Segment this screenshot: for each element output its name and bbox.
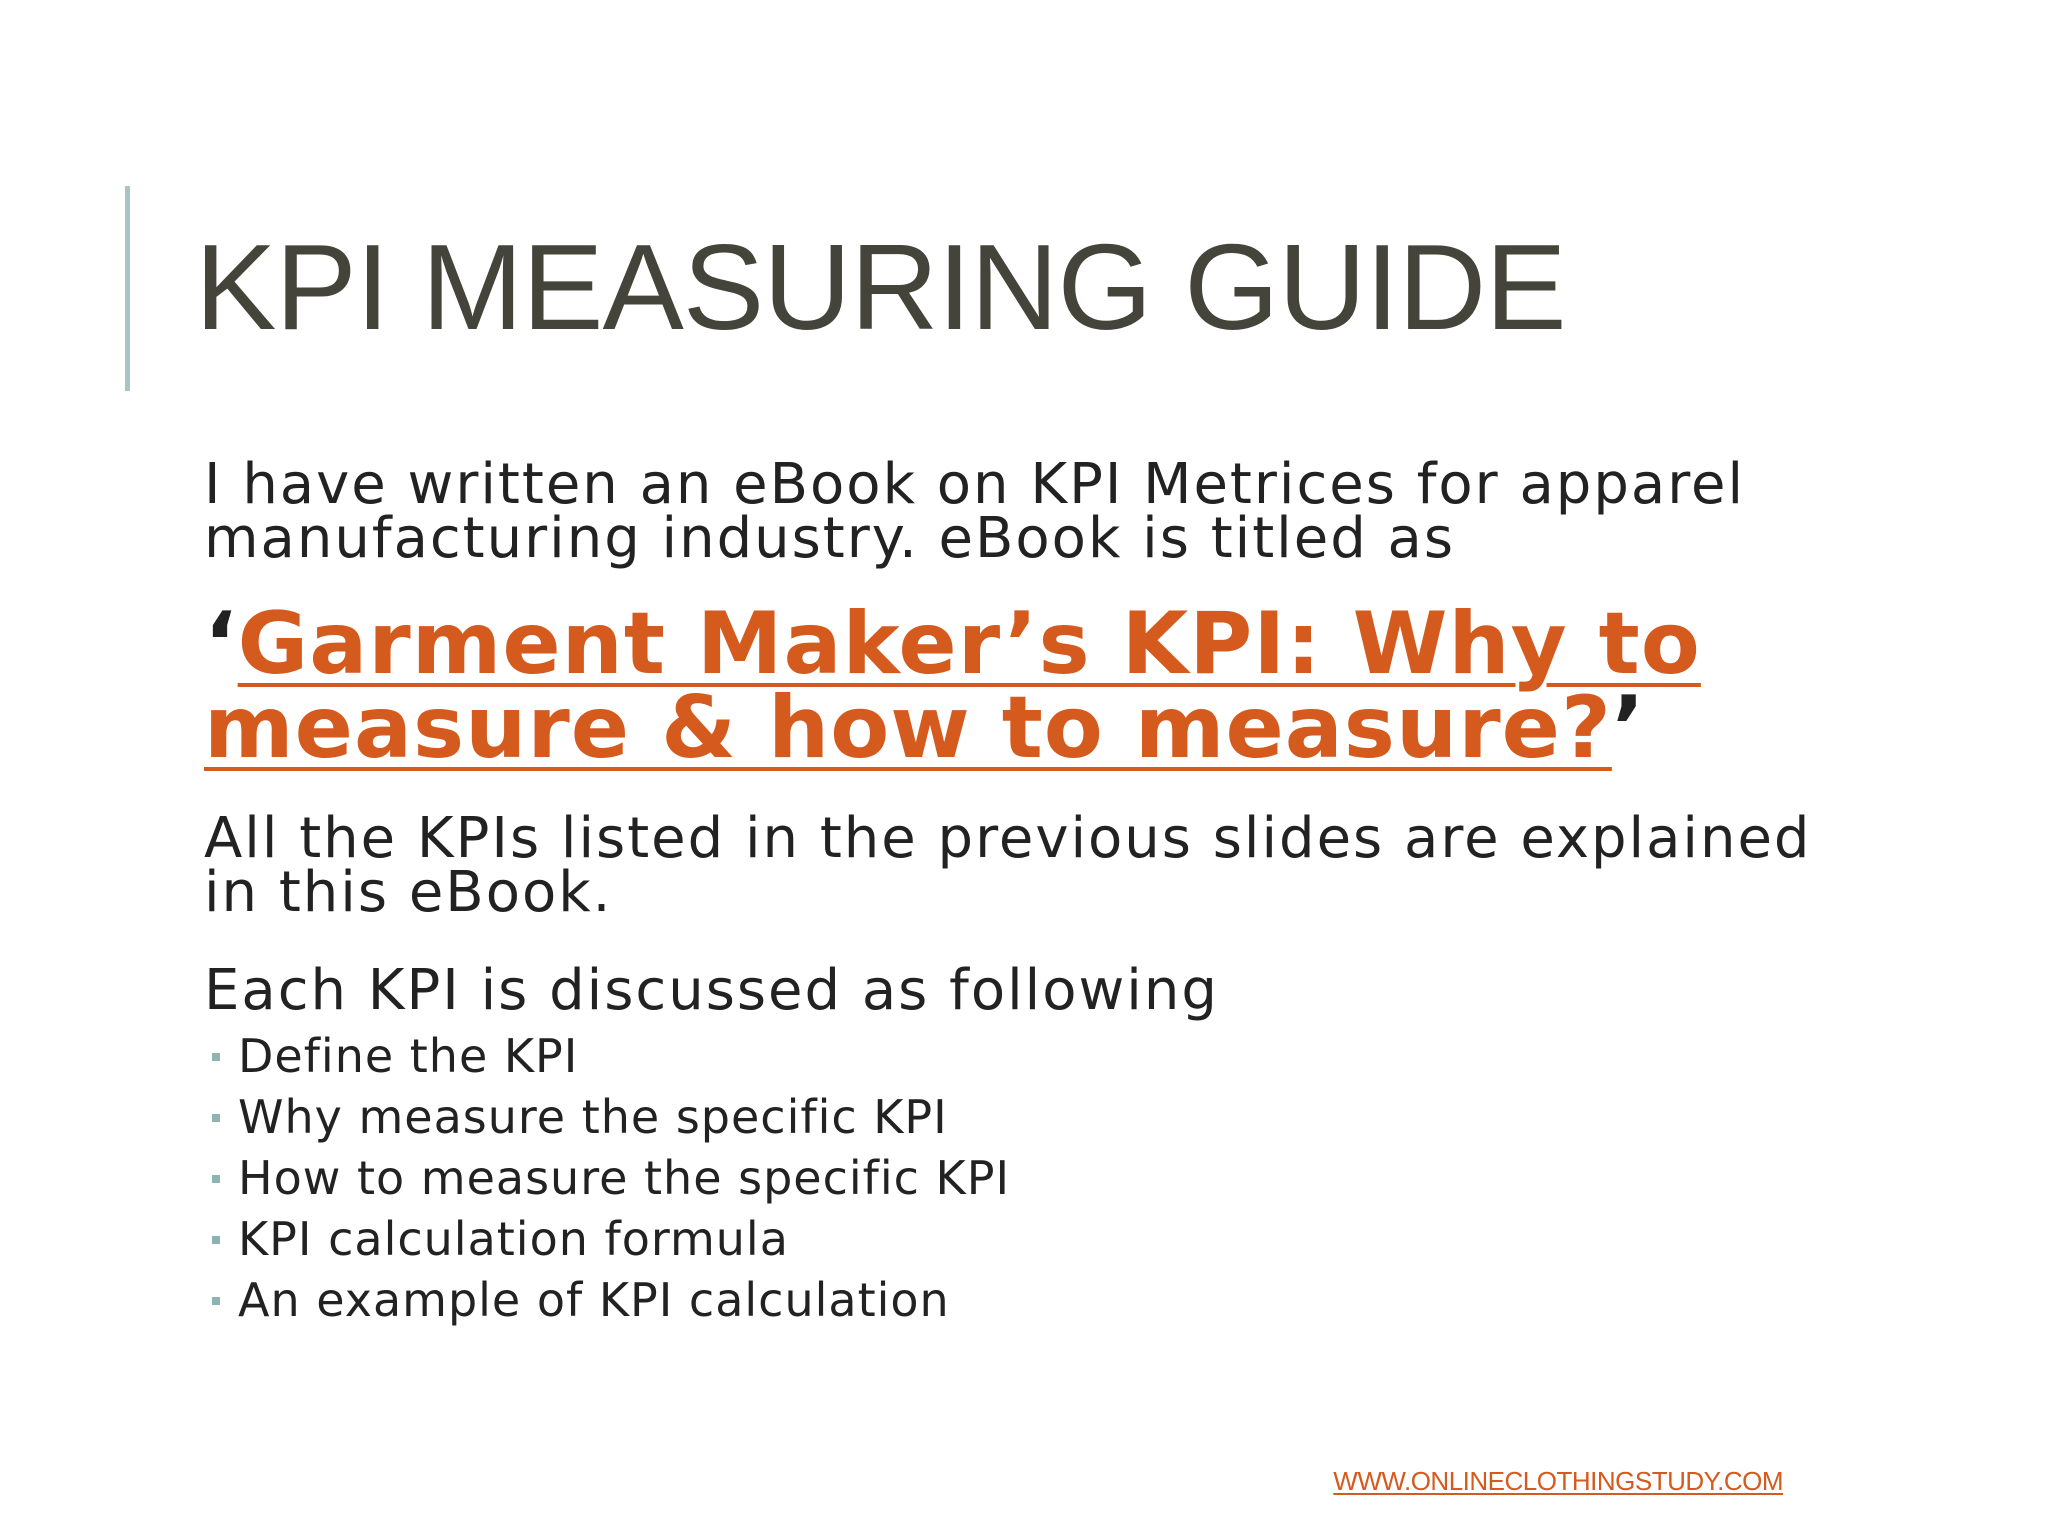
list-item <box>204 1270 1884 1331</box>
intro-paragraph: I have written an eBook on KPI Metrices for apparel manufacturing industry. eBook is titled as <box>204 452 1746 571</box>
ebook-title <box>204 594 1884 778</box>
list-item-text: Define the KPI <box>238 1029 579 1083</box>
bullet-icon <box>212 1053 220 1061</box>
open-quote: ‘ <box>204 594 238 694</box>
discussion-heading: Each KPI is discussed as following <box>204 958 1219 1023</box>
bullet-icon <box>212 1236 220 1244</box>
list-item-text: How to measure the specific KPI <box>238 1151 1011 1205</box>
close-quote: ’ <box>1611 678 1646 778</box>
title-accent-bar <box>125 186 130 391</box>
list-item <box>204 1209 1884 1270</box>
list-item-text: An example of KPI calculation <box>238 1273 950 1327</box>
bullet-icon <box>212 1175 220 1183</box>
list-item <box>204 1087 1884 1148</box>
slide-title: KPI MEASURING GUIDE <box>195 219 1566 355</box>
website-footer-link[interactable]: WWW.ONLINECLOTHINGSTUDY.COM <box>1333 1466 1783 1496</box>
kpi-topics-list <box>204 1026 1884 1331</box>
list-item-text: KPI calculation formula <box>238 1212 789 1266</box>
slide-content <box>204 452 1884 1331</box>
list-item-text: Why measure the specific KPI <box>238 1090 948 1144</box>
explanation-paragraph: All the KPIs listed in the previous slides are explained in this eBook. <box>204 806 1812 925</box>
list-item <box>204 1026 1884 1087</box>
bullet-icon <box>212 1114 220 1122</box>
bullet-icon <box>212 1297 220 1305</box>
ebook-title-link[interactable]: Garment Maker’s KPI: Why to measure & how to measure? <box>204 594 1701 778</box>
list-item <box>204 1148 1884 1209</box>
